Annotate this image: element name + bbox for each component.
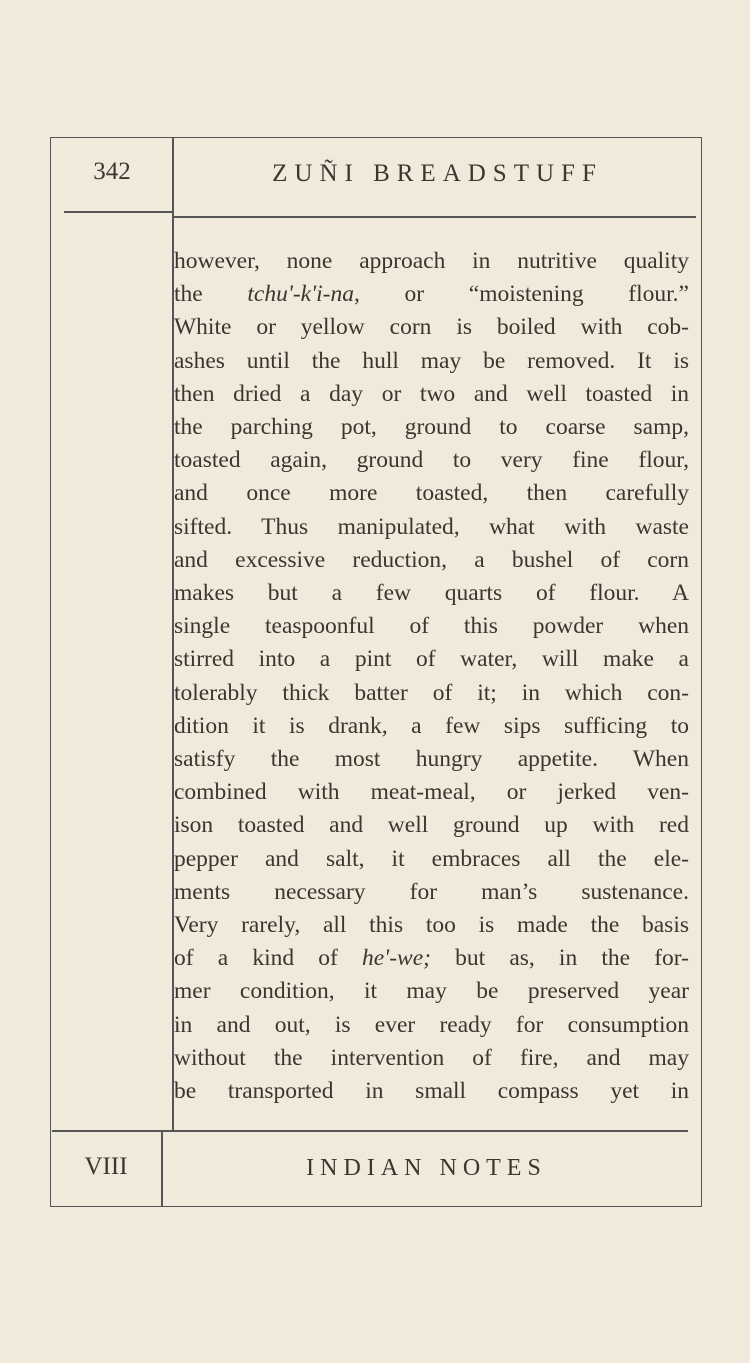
text-segment: however, none approach in nutritive quality xyxy=(174,248,689,274)
text-line xyxy=(174,345,689,378)
body-text xyxy=(174,245,689,1108)
text-segment: then dried a day or two and well toasted in xyxy=(174,380,689,407)
series-title: INDIAN NOTES xyxy=(306,1155,547,1181)
text-segment: without the intervention of fire, and may xyxy=(174,1044,689,1071)
text-line xyxy=(174,909,689,942)
text-segment: ments necessary for man’s sustenance. xyxy=(174,878,689,905)
text-segment: ison toasted and well ground up with red xyxy=(174,812,689,839)
text-segment: be transported in small compass yet in xyxy=(174,1078,689,1105)
text-line xyxy=(174,511,689,544)
text-segment: and once more toasted, then carefully xyxy=(174,480,689,507)
text-line xyxy=(174,776,689,809)
text-line xyxy=(174,876,689,909)
text-segment: the xyxy=(174,281,248,308)
text-segment: ashes until the hull may be removed. It is xyxy=(174,347,689,374)
text-line xyxy=(174,245,689,278)
text-segment: toasted again, ground to very fine flour, xyxy=(174,447,689,474)
text-segment: mer condition, it may be preserved year xyxy=(174,978,689,1005)
text-segment: of a kind of xyxy=(174,945,362,972)
text-segment: stirred into a pint of water, will make a xyxy=(174,646,689,673)
text-line xyxy=(174,643,689,676)
text-segment: in and out, is ever ready for consumption xyxy=(174,1011,689,1038)
text-line xyxy=(174,1042,689,1075)
text-line xyxy=(174,1075,689,1108)
text-segment: tolerably thick batter of it; in which con- xyxy=(174,679,689,706)
text-line xyxy=(174,311,689,344)
text-segment: dition it is drank, a few sips sufficing to xyxy=(174,712,689,739)
text-segment: Very rarely, all this too is made the basis xyxy=(174,912,689,939)
footer-rule xyxy=(52,1130,688,1132)
text-segment: but as, in the for- xyxy=(430,945,689,972)
text-line xyxy=(174,610,689,643)
italic-term: he'-we; xyxy=(362,945,431,972)
text-segment: pepper and salt, it embraces all the ele- xyxy=(174,845,689,872)
text-line xyxy=(174,942,689,975)
italic-term: tchu'-k'i-na xyxy=(247,281,354,308)
text-line xyxy=(174,278,689,311)
text-line xyxy=(174,544,689,577)
volume-number: VIII xyxy=(84,1153,128,1180)
text-line xyxy=(174,444,689,477)
column-divider-footer xyxy=(161,1130,163,1207)
text-segment: makes but a few quarts of flour. A xyxy=(174,580,689,607)
page-number: 342 xyxy=(93,158,131,185)
text-line xyxy=(174,677,689,710)
header-rule-right xyxy=(174,216,696,218)
text-segment: White or yellow corn is boiled with cob- xyxy=(174,314,689,341)
text-segment: , or “moistening flour.” xyxy=(354,281,689,308)
text-segment: single teaspoonful of this powder when xyxy=(174,613,689,640)
text-line xyxy=(174,843,689,876)
text-line xyxy=(174,1009,689,1042)
text-line xyxy=(174,411,689,444)
text-line xyxy=(174,809,689,842)
text-line xyxy=(174,710,689,743)
text-segment: combined with meat-meal, or jerked ven- xyxy=(174,779,689,806)
text-segment: satisfy the most hungry appetite. When xyxy=(174,746,689,773)
text-segment: and excessive reduction, a bushel of corn xyxy=(174,546,689,573)
text-line xyxy=(174,975,689,1008)
text-segment: sifted. Thus manipulated, what with waste xyxy=(174,513,689,540)
text-segment: the parching pot, ground to coarse samp, xyxy=(174,414,689,441)
text-line xyxy=(174,378,689,411)
running-title: ZUÑI BREADSTUFF xyxy=(272,160,603,187)
text-line xyxy=(174,477,689,510)
text-line xyxy=(174,743,689,776)
text-line xyxy=(174,577,689,610)
header-rule-left xyxy=(64,211,172,213)
